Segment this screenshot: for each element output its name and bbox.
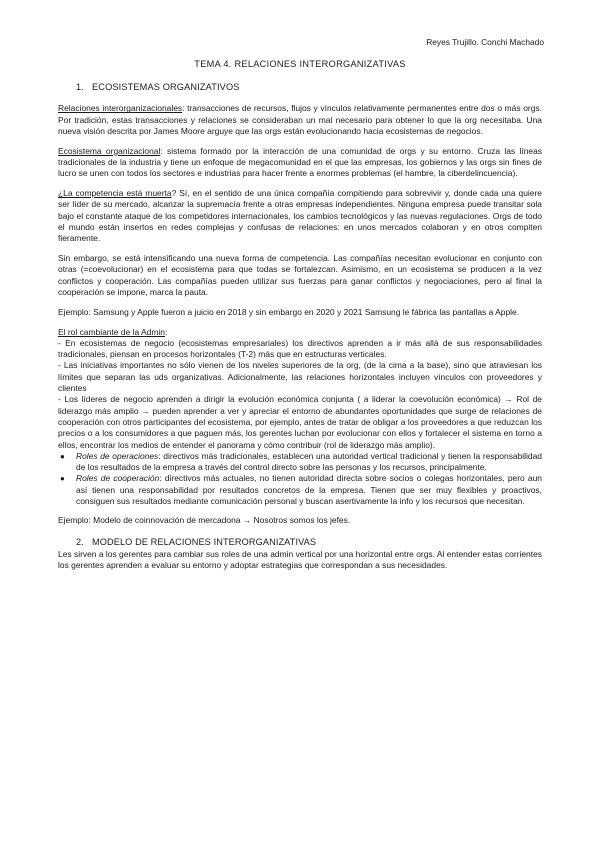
text-competencia: ? Sí, en el sentido de una única compañía compitiendo para sobrevivir y, donde cada una quiere ser líder de su mercado, alcanzar la supremacía frente a otras empresas independientes. Ninguna empresa puede transitar sola bajo el constante ataque de los competidores internacionales, los cambios tecnológicos y las nuevas regulaciones. Orgs de todo el mundo están insertos en redes complejas y confusas de relaciones: en unos mercados colaboran y en otros compiten fieramente.	[58, 188, 542, 244]
paragraph-ecosistema	[58, 146, 542, 180]
paragraph-coevolucion: Sin embargo, se está intensificando una nueva forma de competencia. Las compañías necesitan evolucionar en conjunto con otras (=coevolucionar) en el ecosistema para que todas se fortalezcan. Asimismo, en un ecosistema se producen a la vez conflictos y cooperación. Las compañías pueden utilizar sus fuerzas para ganar conflictos y negociaciones, pero al final la cooperación se impone, marca la pauta.	[58, 253, 542, 297]
paragraph-modelo: Les sirven a los gerentes para cambiar sus roles de una admin vertical por una horizontal entre orgs. Al entender estas corrientes los gerentes aprenden a evaluar su entorno y adoptar estrategias que correspondan a sus necesidades.	[58, 548, 542, 571]
admin-role-heading	[58, 327, 542, 338]
paragraph-competencia	[58, 188, 542, 244]
text-roles-cooperacion: : directivos más actuales, no tienen autoridad directa sobre socios o colegas horizontales, pero aun así tienen una responsabilidad por resultados concretos de la empresa. Tienen que ser muy flexibles y proactivos, consiguen sus resultados mediante comunicación personal y buscan asertivamente la info y los recursos que necesitan.	[76, 473, 542, 506]
author-header: Reyes Trujillo. Conchi Machado	[426, 37, 544, 47]
admin-role-block	[58, 327, 542, 451]
term-roles-operaciones: Roles de operaciones	[76, 450, 159, 461]
bullet-icon: ●	[60, 474, 65, 484]
term-roles-cooperacion: Roles de cooperación	[76, 473, 160, 484]
page-title: TEMA 4. RELACIONES INTERORGANIZATIVAS	[194, 59, 406, 69]
section-1-number: 1.	[76, 82, 84, 92]
roles-list	[58, 451, 542, 507]
list-item	[58, 473, 542, 507]
term-competencia: ¿La competencia está muerta	[58, 188, 172, 199]
section-2-heading	[76, 537, 542, 548]
section-1-title: ECOSISTEMAS ORGANIZATIVOS	[92, 82, 240, 92]
paragraph-ejemplo-samsung: Ejemplo: Samsung y Apple fueron a juicio en 2018 y sin embargo en 2020 y 2021 Samsung le fábrica las pantallas a Apple.	[58, 306, 520, 317]
section-2-number: 2.	[76, 536, 84, 547]
text-relaciones: : transacciones de recursos, flujos y vínculos relativamente permanentes entre dos o más orgs. Por tradición, estas transacciones y relaciones se consideraban un mal necesario para obtener lo que la org necesitaba. Una nueva visión descrita por James Moore arguye que las orgs están evolucionando hacia ecosistemas de negocios.	[58, 103, 542, 136]
text-roles-operaciones: : directivos más tradicionales, establecen una autoridad vertical tradicional y tienen la responsabilidad de los resultados de la empresa a través del control directo sobre las personas y los recursos, principalmente.	[76, 450, 542, 473]
document-body	[58, 82, 542, 580]
term-relaciones: Relaciones interorganizacionales	[58, 103, 183, 114]
admin-role-title: El rol cambiante de la Admin	[58, 326, 165, 337]
text-ecosistema: : sistema formado por la interacción de una comunidad de orgs y su entorno. Cruza las líneas tradicionales de la industria y tiene un enfoque de megacomunidad en el que las empresas, los gobiernos y las orgs sin fines de lucro se unen con todos los sectores e industrias para hacer frente a enormes problemas (el hambre, la ciberdelincuencia).	[58, 145, 542, 179]
paragraph-relaciones	[58, 103, 542, 137]
list-item	[58, 451, 542, 474]
paragraph-ejemplo-mercadona: Ejemplo: Modelo de coinnovación de mercadona → Nosotros somos los jefes.	[58, 515, 351, 526]
admin-line-2: - Las iniciativas importantes no sólo vienen de los niveles superiores de la org, (de la cima a la base), sino que atraviesan los límites que separan las uds organizativas. Adicionalmente, las relaciones horizontales incluyen vínculos con proveedores y clientes	[58, 360, 542, 394]
term-ecosistema: Ecosistema organizacional	[58, 145, 161, 156]
section-1-heading	[76, 82, 542, 93]
admin-line-3: - Los líderes de negocio aprenden a dirigir la evolución económica conjunta ( a liderar la coevolución económica) → Rol de liderazgo más amplio → pueden aprender a ver y apreciar el entorno de abundantes oportunidades que surge de relaciones de cooperación con otros participantes del ecosistema, por ejemplo, antes de tratar de obligar a los proveedores a que reduzcan los precios o a los consumidores a que paguen más, los gerentes luchan por evolucionar con ellos y fortalecer el sistema en torno a ellos, encontrar los medios de entender el panorama y cómo contribuir (rol de liderazgo más amplio).	[58, 394, 542, 450]
section-2-title: MODELO DE RELACIONES INTERORGANIZATIVAS	[92, 536, 317, 547]
admin-role-colon: :	[164, 326, 168, 337]
admin-line-1: - En ecosistemas de negocio (ecosistemas empresariales) los directivos aprenden a ir más allá de sus responsabilidades tradicionales, piensan en procesos horizontales (T-2) más que en estructuras verticales.	[58, 337, 542, 360]
bullet-icon: ●	[60, 451, 65, 461]
